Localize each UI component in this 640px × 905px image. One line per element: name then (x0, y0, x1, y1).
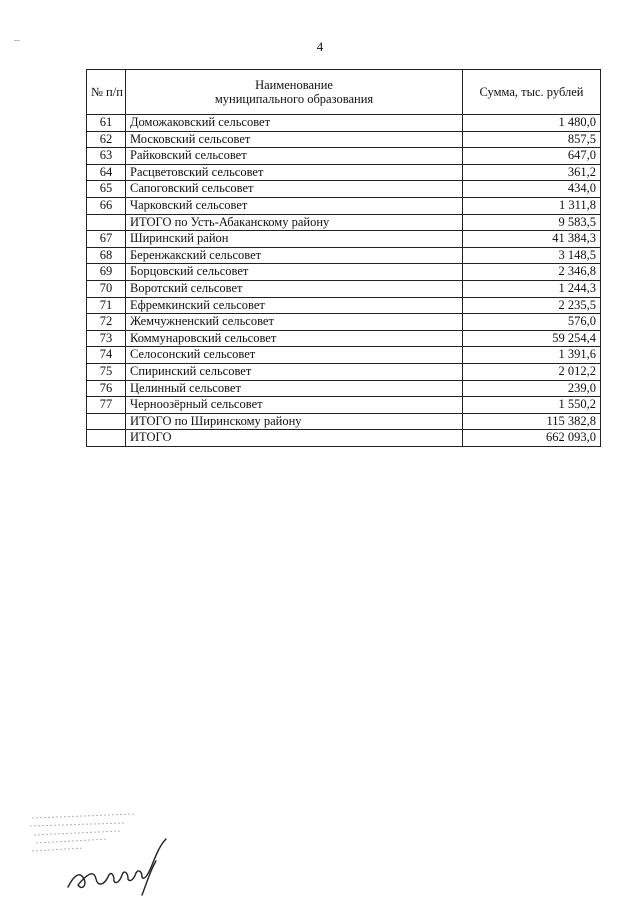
cell-number: 64 (87, 164, 126, 181)
cell-sum: 115 382,8 (463, 413, 601, 430)
cell-sum: 9 583,5 (463, 214, 601, 231)
cell-number: 72 (87, 314, 126, 331)
table-row (87, 330, 601, 347)
table-row (87, 280, 601, 297)
cell-sum: 1 550,2 (463, 397, 601, 414)
cell-name: Сапоговский сельсовет (126, 181, 463, 198)
table-row (87, 148, 601, 165)
cell-number: 68 (87, 247, 126, 264)
table-row (87, 297, 601, 314)
cell-sum: 647,0 (463, 148, 601, 165)
cell-sum: 2 346,8 (463, 264, 601, 281)
cell-number: 70 (87, 280, 126, 297)
table-header-row (87, 70, 601, 115)
cell-sum: 41 384,3 (463, 231, 601, 248)
cell-number: 76 (87, 380, 126, 397)
page-number: 4 (316, 39, 324, 54)
table-row (87, 197, 601, 214)
cell-name: Селосонский сельсовет (126, 347, 463, 364)
cell-name: Доможаковский сельсовет (126, 115, 463, 132)
cell-name: Чарковский сельсовет (126, 197, 463, 214)
cell-number: 62 (87, 131, 126, 148)
table-row (87, 181, 601, 198)
cell-number (87, 430, 126, 447)
table-row (87, 131, 601, 148)
cell-number: 69 (87, 264, 126, 281)
cell-sum: 239,0 (463, 380, 601, 397)
signature (60, 835, 180, 897)
table-row (87, 347, 601, 364)
cell-number: 67 (87, 231, 126, 248)
cell-name: ИТОГО (126, 430, 463, 447)
cell-number: 74 (87, 347, 126, 364)
cell-number: 71 (87, 297, 126, 314)
header-sum: Сумма, тыс. рублей (463, 70, 601, 115)
cell-number: 61 (87, 115, 126, 132)
cell-name: Воротский сельсовет (126, 280, 463, 297)
header-name-line1: Наименование (255, 78, 333, 92)
cell-sum: 434,0 (463, 181, 601, 198)
cell-number: 63 (87, 148, 126, 165)
cell-name: Расцветовский сельсовет (126, 164, 463, 181)
cell-sum: 1 311,8 (463, 197, 601, 214)
table-row (87, 231, 601, 248)
table-row (87, 264, 601, 281)
cell-sum: 1 391,6 (463, 347, 601, 364)
cell-number: 65 (87, 181, 126, 198)
cell-name: Беренжакский сельсовет (126, 247, 463, 264)
table-row (87, 115, 601, 132)
cell-number (87, 214, 126, 231)
cell-number: 73 (87, 330, 126, 347)
header-number: № п/п (87, 70, 126, 115)
cell-number: 75 (87, 363, 126, 380)
cell-name: Жемчужненский сельсовет (126, 314, 463, 331)
cell-sum: 59 254,4 (463, 330, 601, 347)
cell-name: Коммунаровский сельсовет (126, 330, 463, 347)
cell-sum: 576,0 (463, 314, 601, 331)
cell-name: Целинный сельсовет (126, 380, 463, 397)
table-row (87, 214, 601, 231)
cell-number (87, 413, 126, 430)
cell-sum: 3 148,5 (463, 247, 601, 264)
table-row (87, 247, 601, 264)
table-row (87, 363, 601, 380)
cell-name: Ширинский район (126, 231, 463, 248)
cell-number: 77 (87, 397, 126, 414)
cell-sum: 2 012,2 (463, 363, 601, 380)
cell-sum: 1 480,0 (463, 115, 601, 132)
cell-name: ИТОГО по Ширинскому району (126, 413, 463, 430)
cell-name: Райковский сельсовет (126, 148, 463, 165)
cell-name: Спиринский сельсовет (126, 363, 463, 380)
cell-sum: 857,5 (463, 131, 601, 148)
cell-name: ИТОГО по Усть-Абаканскому району (126, 214, 463, 231)
allocation-table (86, 69, 601, 447)
cell-sum: 361,2 (463, 164, 601, 181)
header-name-line2: муниципального образования (214, 92, 374, 106)
table-row (87, 314, 601, 331)
table-row (87, 413, 601, 430)
table-row (87, 380, 601, 397)
header-name (126, 70, 463, 115)
cell-name: Борцовский сельсовет (126, 264, 463, 281)
table-row (87, 397, 601, 414)
cell-sum: 2 235,5 (463, 297, 601, 314)
cell-name: Черноозёрный сельсовет (126, 397, 463, 414)
cell-name: Ефремкинский сельсовет (126, 297, 463, 314)
cell-name: Московский сельсовет (126, 131, 463, 148)
cell-sum: 1 244,3 (463, 280, 601, 297)
cell-number: 66 (87, 197, 126, 214)
table-row (87, 430, 601, 447)
cell-sum: 662 093,0 (463, 430, 601, 447)
table-row (87, 164, 601, 181)
